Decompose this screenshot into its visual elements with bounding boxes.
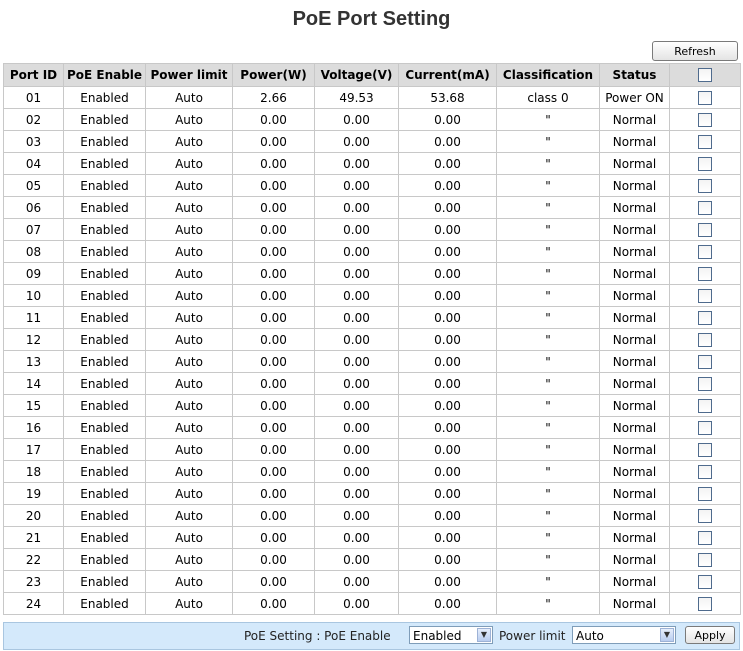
poe-enable-cell: Enabled <box>64 175 146 197</box>
power-cell: 0.00 <box>233 197 315 219</box>
table-row <box>4 549 741 571</box>
poe-enable-cell: Enabled <box>64 417 146 439</box>
voltage-cell: 0.00 <box>315 483 399 505</box>
power-cell: 0.00 <box>233 439 315 461</box>
select-cell <box>670 197 741 219</box>
select-cell <box>670 263 741 285</box>
poe-enable-cell: Enabled <box>64 571 146 593</box>
poe-enable-cell: Enabled <box>64 373 146 395</box>
page-title: PoE Port Setting <box>292 8 451 30</box>
power-limit-cell: Auto <box>146 439 233 461</box>
voltage-cell: 0.00 <box>315 329 399 351</box>
power-limit-cell: Auto <box>146 131 233 153</box>
chevron-down-icon: ▼ <box>477 628 491 642</box>
voltage-cell: 0.00 <box>315 219 399 241</box>
port-id-cell: 21 <box>4 527 64 549</box>
select-cell <box>670 395 741 417</box>
power-limit-cell: Auto <box>146 197 233 219</box>
voltage-cell: 0.00 <box>315 197 399 219</box>
current-cell: 0.00 <box>399 285 497 307</box>
port-id-cell: 06 <box>4 197 64 219</box>
table-row <box>4 285 741 307</box>
col-voltage: Voltage(V) <box>315 64 399 87</box>
power-cell: 0.00 <box>233 329 315 351</box>
row-checkbox[interactable] <box>698 245 712 259</box>
table-row <box>4 571 741 593</box>
table-row <box>4 461 741 483</box>
poe-enable-cell: Enabled <box>64 483 146 505</box>
row-checkbox[interactable] <box>698 509 712 523</box>
current-cell: 0.00 <box>399 263 497 285</box>
current-cell: 0.00 <box>399 483 497 505</box>
row-checkbox[interactable] <box>698 465 712 479</box>
poe-enable-cell: Enabled <box>64 263 146 285</box>
classification-cell: " <box>497 593 600 615</box>
select-cell <box>670 153 741 175</box>
classification-cell: " <box>497 285 600 307</box>
voltage-cell: 0.00 <box>315 153 399 175</box>
port-id-cell: 01 <box>4 87 64 109</box>
row-checkbox[interactable] <box>698 355 712 369</box>
classification-cell: " <box>497 109 600 131</box>
classification-cell: " <box>497 395 600 417</box>
row-checkbox[interactable] <box>698 157 712 171</box>
table-row <box>4 263 741 285</box>
current-cell: 0.00 <box>399 439 497 461</box>
power-limit-cell: Auto <box>146 571 233 593</box>
header-row <box>4 64 741 87</box>
poe-enable-value: Enabled <box>413 629 462 643</box>
port-id-cell: 22 <box>4 549 64 571</box>
voltage-cell: 0.00 <box>315 285 399 307</box>
row-checkbox[interactable] <box>698 597 712 611</box>
power-cell: 0.00 <box>233 483 315 505</box>
port-id-cell: 09 <box>4 263 64 285</box>
power-limit-cell: Auto <box>146 285 233 307</box>
table-row <box>4 373 741 395</box>
current-cell: 0.00 <box>399 571 497 593</box>
power-limit-cell: Auto <box>146 87 233 109</box>
select-cell <box>670 593 741 615</box>
select-cell <box>670 219 741 241</box>
select-cell <box>670 87 741 109</box>
power-cell: 0.00 <box>233 175 315 197</box>
voltage-cell: 0.00 <box>315 351 399 373</box>
poe-enable-cell: Enabled <box>64 593 146 615</box>
current-cell: 0.00 <box>399 351 497 373</box>
port-id-cell: 19 <box>4 483 64 505</box>
power-cell: 0.00 <box>233 549 315 571</box>
voltage-cell: 0.00 <box>315 373 399 395</box>
col-poe-enable: PoE Enable <box>64 64 146 87</box>
classification-cell: " <box>497 439 600 461</box>
port-id-cell: 17 <box>4 439 64 461</box>
poe-enable-cell: Enabled <box>64 131 146 153</box>
power-cell: 0.00 <box>233 395 315 417</box>
current-cell: 0.00 <box>399 549 497 571</box>
classification-cell: " <box>497 505 600 527</box>
power-cell: 0.00 <box>233 373 315 395</box>
current-cell: 0.00 <box>399 153 497 175</box>
current-cell: 0.00 <box>399 197 497 219</box>
select-cell <box>670 571 741 593</box>
voltage-cell: 0.00 <box>315 593 399 615</box>
voltage-cell: 0.00 <box>315 175 399 197</box>
voltage-cell: 0.00 <box>315 241 399 263</box>
table-row <box>4 351 741 373</box>
power-limit-cell: Auto <box>146 417 233 439</box>
voltage-cell: 0.00 <box>315 417 399 439</box>
row-checkbox[interactable] <box>698 267 712 281</box>
row-checkbox[interactable] <box>698 201 712 215</box>
row-checkbox[interactable] <box>698 399 712 413</box>
current-cell: 0.00 <box>399 461 497 483</box>
current-cell: 0.00 <box>399 307 497 329</box>
select-cell <box>670 329 741 351</box>
table-row <box>4 131 741 153</box>
table-row <box>4 219 741 241</box>
row-checkbox[interactable] <box>698 179 712 193</box>
voltage-cell: 0.00 <box>315 527 399 549</box>
current-cell: 0.00 <box>399 505 497 527</box>
select-cell <box>670 461 741 483</box>
classification-cell: " <box>497 307 600 329</box>
table-row <box>4 417 741 439</box>
table-row <box>4 109 741 131</box>
select-cell <box>670 549 741 571</box>
status-cell: Normal <box>600 549 670 571</box>
poe-enable-cell: Enabled <box>64 395 146 417</box>
row-checkbox[interactable] <box>698 531 712 545</box>
power-limit-cell: Auto <box>146 505 233 527</box>
classification-cell: " <box>497 549 600 571</box>
voltage-cell: 0.00 <box>315 307 399 329</box>
select-cell <box>670 417 741 439</box>
power-limit-cell: Auto <box>146 373 233 395</box>
port-id-cell: 11 <box>4 307 64 329</box>
poe-enable-cell: Enabled <box>64 153 146 175</box>
voltage-cell: 0.00 <box>315 505 399 527</box>
poe-port-table <box>3 63 741 615</box>
poe-enable-cell: Enabled <box>64 505 146 527</box>
status-cell: Normal <box>600 329 670 351</box>
table-row <box>4 483 741 505</box>
poe-setting-footer <box>3 622 740 650</box>
refresh-button[interactable]: Refresh <box>652 41 738 61</box>
poe-enable-cell: Enabled <box>64 307 146 329</box>
table-row <box>4 153 741 175</box>
classification-cell: " <box>497 483 600 505</box>
power-limit-cell: Auto <box>146 461 233 483</box>
port-id-cell: 13 <box>4 351 64 373</box>
col-select-all <box>670 64 741 87</box>
power-cell: 0.00 <box>233 461 315 483</box>
power-limit-cell: Auto <box>146 395 233 417</box>
table-row <box>4 197 741 219</box>
status-cell: Normal <box>600 219 670 241</box>
power-cell: 0.00 <box>233 131 315 153</box>
status-cell: Normal <box>600 307 670 329</box>
row-checkbox[interactable] <box>698 135 712 149</box>
table-row <box>4 439 741 461</box>
poe-enable-select[interactable] <box>409 626 493 644</box>
current-cell: 0.00 <box>399 395 497 417</box>
power-cell: 0.00 <box>233 307 315 329</box>
power-limit-label: Power limit <box>499 629 566 643</box>
chevron-down-icon: ▼ <box>660 628 674 642</box>
col-port-id: Port ID <box>4 64 64 87</box>
status-cell: Normal <box>600 153 670 175</box>
status-cell: Normal <box>600 197 670 219</box>
power-cell: 0.00 <box>233 351 315 373</box>
current-cell: 0.00 <box>399 241 497 263</box>
port-id-cell: 14 <box>4 373 64 395</box>
table-row <box>4 527 741 549</box>
port-id-cell: 20 <box>4 505 64 527</box>
table-row <box>4 593 741 615</box>
port-id-cell: 24 <box>4 593 64 615</box>
status-cell: Normal <box>600 175 670 197</box>
classification-cell: " <box>497 329 600 351</box>
classification-cell: " <box>497 527 600 549</box>
classification-cell: " <box>497 241 600 263</box>
select-cell <box>670 373 741 395</box>
port-id-cell: 03 <box>4 131 64 153</box>
classification-cell: " <box>497 373 600 395</box>
power-limit-cell: Auto <box>146 549 233 571</box>
status-cell: Normal <box>600 483 670 505</box>
status-cell: Normal <box>600 241 670 263</box>
status-cell: Normal <box>600 461 670 483</box>
voltage-cell: 0.00 <box>315 263 399 285</box>
power-limit-cell: Auto <box>146 329 233 351</box>
row-checkbox[interactable] <box>698 91 712 105</box>
power-cell: 0.00 <box>233 593 315 615</box>
current-cell: 0.00 <box>399 527 497 549</box>
status-cell: Normal <box>600 285 670 307</box>
port-id-cell: 16 <box>4 417 64 439</box>
poe-enable-cell: Enabled <box>64 87 146 109</box>
port-id-cell: 10 <box>4 285 64 307</box>
table-row <box>4 175 741 197</box>
row-checkbox[interactable] <box>698 443 712 457</box>
select-cell <box>670 527 741 549</box>
port-id-cell: 07 <box>4 219 64 241</box>
power-cell: 2.66 <box>233 87 315 109</box>
classification-cell: " <box>497 461 600 483</box>
port-id-cell: 23 <box>4 571 64 593</box>
power-limit-cell: Auto <box>146 593 233 615</box>
table-row <box>4 395 741 417</box>
port-id-cell: 18 <box>4 461 64 483</box>
power-limit-cell: Auto <box>146 263 233 285</box>
power-limit-cell: Auto <box>146 483 233 505</box>
status-cell: Normal <box>600 263 670 285</box>
power-cell: 0.00 <box>233 219 315 241</box>
select-cell <box>670 483 741 505</box>
power-cell: 0.00 <box>233 505 315 527</box>
poe-enable-cell: Enabled <box>64 351 146 373</box>
status-cell: Normal <box>600 417 670 439</box>
poe-enable-cell: Enabled <box>64 439 146 461</box>
classification-cell: " <box>497 417 600 439</box>
power-cell: 0.00 <box>233 153 315 175</box>
voltage-cell: 0.00 <box>315 395 399 417</box>
power-limit-cell: Auto <box>146 175 233 197</box>
power-limit-select[interactable] <box>572 626 676 644</box>
power-limit-value: Auto <box>576 629 604 643</box>
power-cell: 0.00 <box>233 263 315 285</box>
power-cell: 0.00 <box>233 417 315 439</box>
power-cell: 0.00 <box>233 285 315 307</box>
status-cell: Normal <box>600 527 670 549</box>
row-checkbox[interactable] <box>698 377 712 391</box>
classification-cell: " <box>497 197 600 219</box>
classification-cell: " <box>497 219 600 241</box>
voltage-cell: 49.53 <box>315 87 399 109</box>
poe-enable-cell: Enabled <box>64 329 146 351</box>
power-limit-cell: Auto <box>146 219 233 241</box>
current-cell: 0.00 <box>399 131 497 153</box>
row-checkbox[interactable] <box>698 553 712 567</box>
port-id-cell: 02 <box>4 109 64 131</box>
status-cell: Normal <box>600 109 670 131</box>
row-checkbox[interactable] <box>698 333 712 347</box>
power-cell: 0.00 <box>233 527 315 549</box>
power-limit-cell: Auto <box>146 109 233 131</box>
power-limit-cell: Auto <box>146 241 233 263</box>
row-checkbox[interactable] <box>698 575 712 589</box>
table-row <box>4 307 741 329</box>
select-cell <box>670 285 741 307</box>
status-cell: Normal <box>600 593 670 615</box>
row-checkbox[interactable] <box>698 421 712 435</box>
voltage-cell: 0.00 <box>315 571 399 593</box>
table-row <box>4 505 741 527</box>
table-row <box>4 241 741 263</box>
current-cell: 0.00 <box>399 109 497 131</box>
current-cell: 0.00 <box>399 373 497 395</box>
classification-cell: " <box>497 351 600 373</box>
status-cell: Normal <box>600 439 670 461</box>
row-checkbox[interactable] <box>698 223 712 237</box>
classification-cell: " <box>497 263 600 285</box>
col-power-limit: Power limit <box>146 64 233 87</box>
power-limit-cell: Auto <box>146 527 233 549</box>
power-limit-cell: Auto <box>146 351 233 373</box>
power-limit-cell: Auto <box>146 153 233 175</box>
col-status: Status <box>600 64 670 87</box>
power-cell: 0.00 <box>233 571 315 593</box>
classification-cell: class 0 <box>497 87 600 109</box>
current-cell: 0.00 <box>399 219 497 241</box>
select-cell <box>670 439 741 461</box>
select-all-checkbox[interactable] <box>698 68 712 82</box>
table-row <box>4 329 741 351</box>
row-checkbox[interactable] <box>698 289 712 303</box>
select-cell <box>670 241 741 263</box>
poe-enable-cell: Enabled <box>64 219 146 241</box>
current-cell: 0.00 <box>399 593 497 615</box>
row-checkbox[interactable] <box>698 487 712 501</box>
current-cell: 0.00 <box>399 175 497 197</box>
port-id-cell: 08 <box>4 241 64 263</box>
select-cell <box>670 175 741 197</box>
voltage-cell: 0.00 <box>315 109 399 131</box>
classification-cell: " <box>497 131 600 153</box>
power-cell: 0.00 <box>233 109 315 131</box>
status-cell: Normal <box>600 571 670 593</box>
power-cell: 0.00 <box>233 241 315 263</box>
power-limit-cell: Auto <box>146 307 233 329</box>
col-power: Power(W) <box>233 64 315 87</box>
select-cell <box>670 505 741 527</box>
current-cell: 53.68 <box>399 87 497 109</box>
status-cell: Normal <box>600 351 670 373</box>
select-cell <box>670 109 741 131</box>
select-cell <box>670 131 741 153</box>
status-cell: Normal <box>600 373 670 395</box>
classification-cell: " <box>497 571 600 593</box>
classification-cell: " <box>497 175 600 197</box>
current-cell: 0.00 <box>399 417 497 439</box>
voltage-cell: 0.00 <box>315 549 399 571</box>
voltage-cell: 0.00 <box>315 461 399 483</box>
poe-enable-cell: Enabled <box>64 241 146 263</box>
status-cell: Normal <box>600 395 670 417</box>
current-cell: 0.00 <box>399 329 497 351</box>
select-cell <box>670 351 741 373</box>
col-classification: Classification <box>497 64 600 87</box>
port-id-cell: 05 <box>4 175 64 197</box>
status-cell: Normal <box>600 505 670 527</box>
poe-enable-cell: Enabled <box>64 285 146 307</box>
poe-enable-cell: Enabled <box>64 527 146 549</box>
row-checkbox[interactable] <box>698 311 712 325</box>
poe-enable-label: PoE Setting : PoE Enable <box>244 629 391 643</box>
classification-cell: " <box>497 153 600 175</box>
apply-button[interactable]: Apply <box>685 626 735 644</box>
table-row <box>4 87 741 109</box>
poe-enable-cell: Enabled <box>64 109 146 131</box>
poe-enable-cell: Enabled <box>64 461 146 483</box>
poe-enable-cell: Enabled <box>64 197 146 219</box>
voltage-cell: 0.00 <box>315 131 399 153</box>
poe-enable-cell: Enabled <box>64 549 146 571</box>
voltage-cell: 0.00 <box>315 439 399 461</box>
select-cell <box>670 307 741 329</box>
col-current: Current(mA) <box>399 64 497 87</box>
row-checkbox[interactable] <box>698 113 712 127</box>
status-cell: Normal <box>600 131 670 153</box>
port-id-cell: 12 <box>4 329 64 351</box>
port-id-cell: 15 <box>4 395 64 417</box>
status-cell: Power ON <box>600 87 670 109</box>
port-id-cell: 04 <box>4 153 64 175</box>
